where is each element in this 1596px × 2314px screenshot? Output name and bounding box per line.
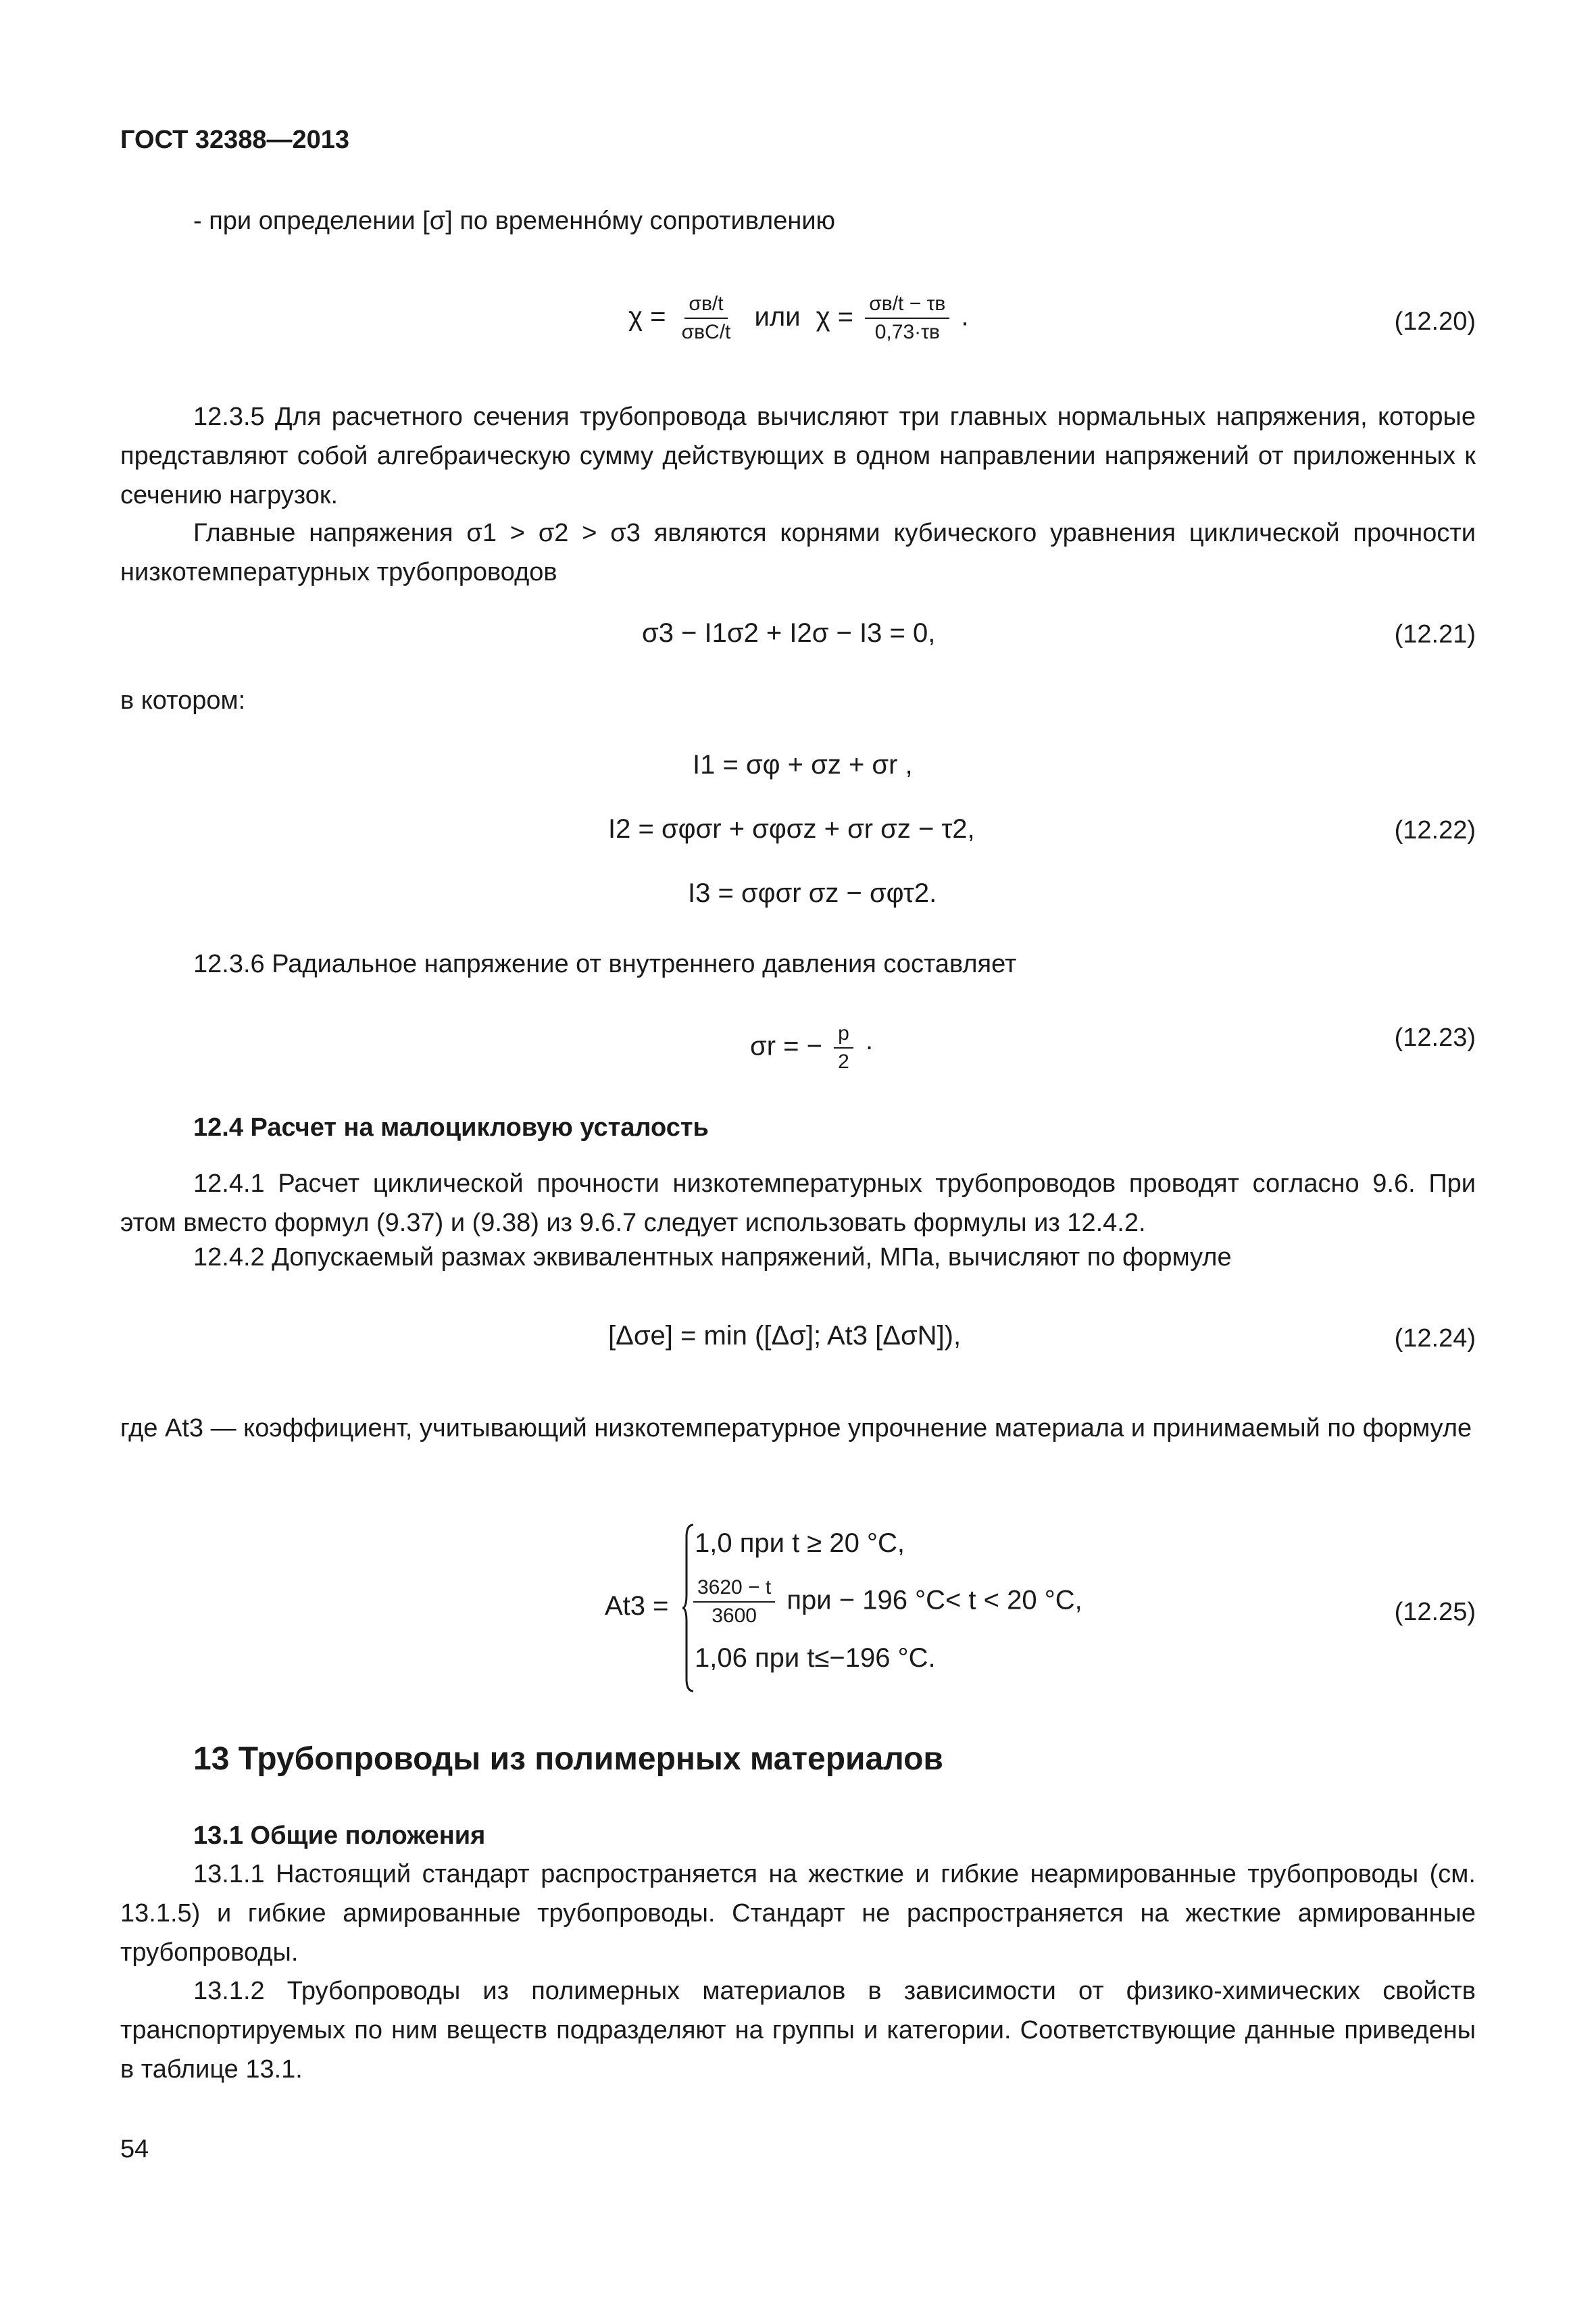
equation-number-12-25: (12.25) [1394, 1598, 1476, 1626]
paragraph-12-4-1: 12.4.1 Расчет циклической прочности низкотемпературных трубопроводов проводят согласно 9.6. При этом вместо формул (9.37) и (9.38) из 9.6.7 следует использовать формулы из 12.4.2. [120, 1169, 1476, 1237]
equation-12-24: [Δσe] = min ([Δσ]; At3 [ΔσN]), [608, 1321, 962, 1351]
paragraph-13-1-1: 13.1.1 Настоящий стандарт распространяется на жесткие и гибкие неармированные трубопроводы (см. 13.1.5) и гибкие армированные трубопроводы. Стандарт не распространяется на жесткие армированные трубопроводы. [120, 1860, 1476, 1967]
equation-number-12-23: (12.23) [1394, 1024, 1476, 1052]
fraction-denominator: 3600 [712, 1605, 757, 1627]
equation-number-12-20: (12.20) [1394, 307, 1476, 336]
equation-number-12-22: (12.22) [1394, 816, 1476, 845]
or-word: или [754, 301, 801, 332]
paragraph-12-4-2: 12.4.2 Допускаемый размах эквивалентных напряжений, МПа, вычисляют по формуле [193, 1243, 1232, 1272]
equation-12-25-lhs: At3 = [605, 1591, 669, 1621]
paragraph-in-which: в котором: [120, 686, 246, 715]
equation-number-12-24: (12.24) [1394, 1324, 1476, 1353]
paragraph-13-1-2: 13.1.2 Трубопроводы из полимерных материалов в зависимости от физико-химических свойств транспортируемых по ним веществ подразделяют на группы и категории. Соответствующие данные приведены в таблице 13.1. [120, 1977, 1476, 2084]
equation-dot: . [961, 301, 969, 332]
fraction-numerator: 3620 − t [693, 1574, 775, 1603]
fraction-1-numerator: σв/t [684, 291, 727, 319]
paragraph-12-3-6: 12.3.6 Радиальное напряжение от внутреннего давления составляет [193, 950, 1017, 978]
equation-12-20 [628, 291, 969, 346]
section-heading-13-1: 13.1 Общие положения [193, 1821, 486, 1850]
paragraph-where-coefficient: где At3 — коэффициент, учитывающий низкотемпературное упрочнение материала и принимаемый по формуле [120, 1414, 1472, 1442]
fraction-p-over-2 [834, 1020, 853, 1076]
equation-dot: · [864, 1031, 874, 1061]
equation-12-21: σ3 − I1σ2 + I2σ − I3 = 0, [642, 618, 936, 648]
fraction-2 [865, 291, 949, 346]
equation-12-22-line-2: I2 = σφσr + σφσz + σr σz − τ2, [608, 814, 975, 844]
document-header: ГОСТ 32388—2013 [120, 126, 350, 154]
section-heading-12-4: 12.4 Расчет на малоцикловую усталость [193, 1113, 709, 1142]
equation-12-22-line-1: I1 = σφ + σz + σr , [693, 750, 913, 780]
equation-number-12-21: (12.21) [1394, 620, 1476, 649]
equation-12-22-line-3: I3 = σφσr σz − σφτ2. [688, 878, 937, 908]
fraction-1 [678, 291, 735, 346]
equation-12-25-case-1: 1,0 при t ≥ 20 °C, [695, 1528, 905, 1558]
section-heading-13: 13 Трубопроводы из полимерных материалов [193, 1741, 943, 1777]
paragraph-intro: - при определении [σ] по временнóму сопротивлению [193, 207, 836, 235]
paragraph-main-stresses: Главные напряжения σ1 > σ2 > σ3 являются корнями кубического уравнения циклической прочности низкотемпературных трубопроводов [120, 519, 1476, 586]
chi-symbol-2: χ = [816, 301, 854, 332]
sigma-r-lhs: σr = − [750, 1031, 822, 1061]
fraction-denominator: 2 [838, 1051, 849, 1073]
equation-12-23 [750, 1020, 874, 1076]
fraction-1-denominator: σвС/t [681, 321, 731, 343]
equation-12-25-case-2 [689, 1574, 1082, 1630]
fraction-2-denominator: 0,73·τв [874, 321, 940, 343]
paragraph-12-3-5: 12.3.5 Для расчетного сечения трубопровода вычисляют три главных нормальных напряжения, которые представляют собой алгебраическую сумму действующих в одном направлении напряжений от приложенных к сечению нагрузок. [120, 403, 1476, 509]
chi-symbol: χ = [628, 301, 666, 332]
equation-12-25-case-3: 1,06 при t≤−196 °C. [695, 1643, 936, 1673]
page-number: 54 [120, 2135, 149, 2163]
fraction-3620 [693, 1574, 775, 1630]
case-2-tail: при − 196 °C< t < 20 °C, [787, 1585, 1082, 1615]
fraction-2-numerator: σв/t − τв [865, 291, 949, 319]
fraction-numerator: p [834, 1020, 853, 1049]
